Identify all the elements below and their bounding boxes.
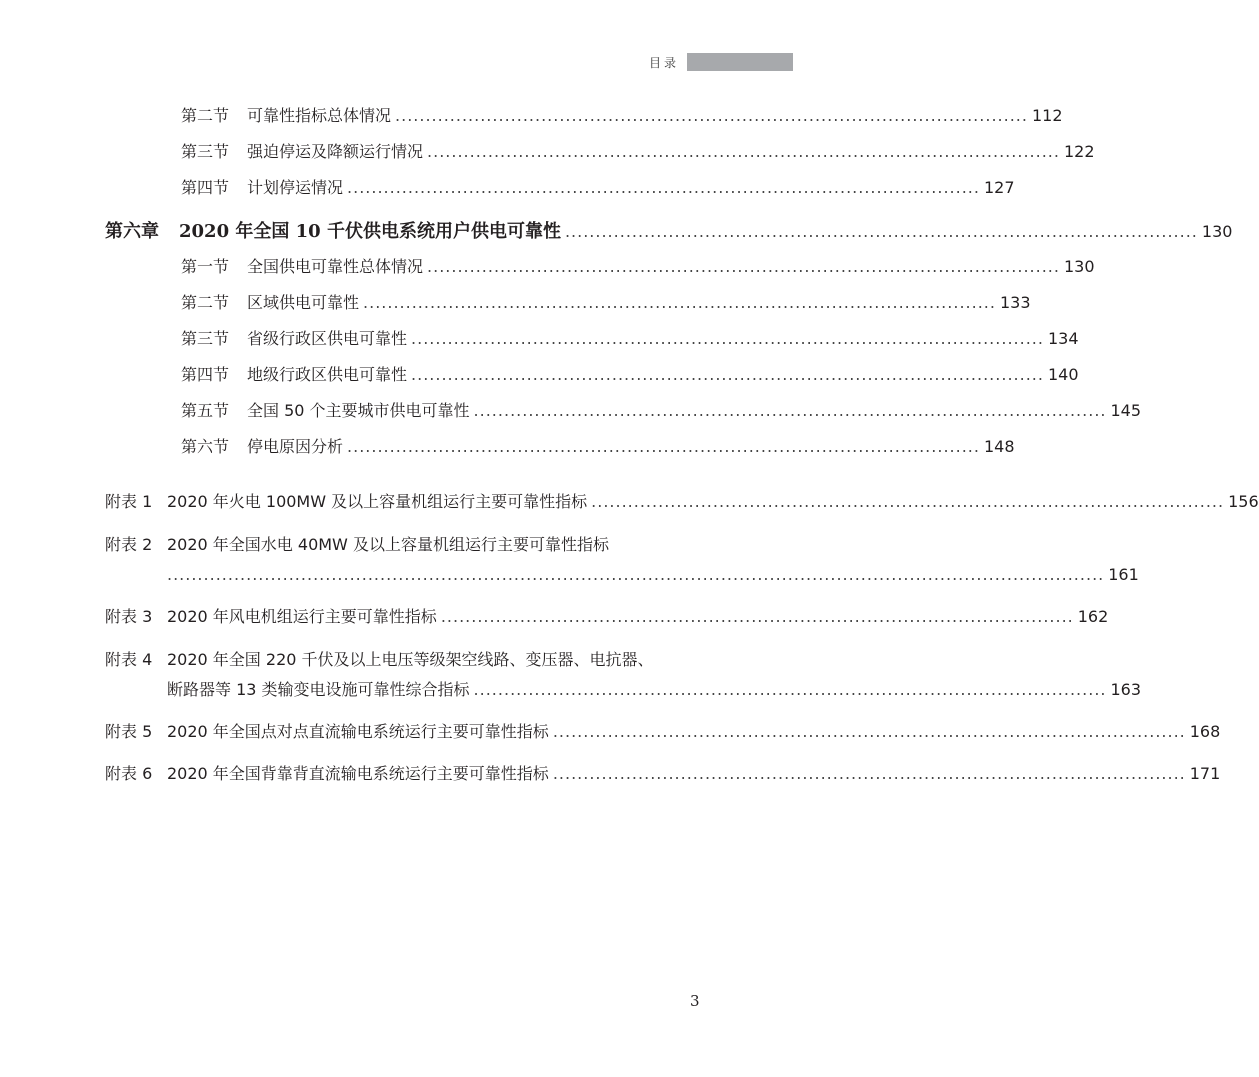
toc-entry-number: 第四节 bbox=[181, 178, 230, 197]
leader-dots: ........................................................................................................ bbox=[552, 722, 1186, 741]
toc-entry-section[interactable] bbox=[181, 178, 1015, 198]
toc-entry-appendix[interactable] bbox=[105, 650, 654, 670]
toc-entry-number: 第六章 bbox=[105, 221, 159, 242]
toc-entry-section[interactable] bbox=[181, 257, 1095, 277]
toc-entry-title: 省级行政区供电可靠性 bbox=[247, 329, 408, 348]
leader-dots: .......................................................................................................................................................... bbox=[167, 565, 1105, 584]
toc-entry-title: 强迫停运及降额运行情况 bbox=[247, 142, 424, 161]
toc-entry-page: 130 bbox=[1063, 257, 1095, 276]
toc-entry-number: 第四节 bbox=[181, 365, 230, 384]
toc-entry-number: 附表 5 bbox=[105, 722, 153, 741]
toc-entry-title: 全国供电可靠性总体情况 bbox=[247, 257, 424, 276]
toc-entry-number: 第二节 bbox=[181, 106, 230, 125]
leader-dots: ........................................................................................................ bbox=[591, 492, 1225, 511]
toc-entry-title: 2020 年全国点对点直流输电系统运行主要可靠性指标 bbox=[167, 722, 549, 741]
leader-dots: ........................................................................................................ bbox=[427, 142, 1060, 161]
toc-entry-title: 停电原因分析 bbox=[247, 437, 344, 456]
toc-entry-chapter[interactable] bbox=[105, 221, 1233, 242]
toc-entry-section[interactable] bbox=[181, 329, 1079, 349]
toc-entry-page: 168 bbox=[1189, 722, 1221, 741]
toc-entry-title: 2020 年全国 10 千伏供电系统用户供电可靠性 bbox=[179, 221, 561, 242]
toc-entry-title: 可靠性指标总体情况 bbox=[247, 106, 392, 125]
toc-entry-title: 2020 年全国水电 40MW 及以上容量机组运行主要可靠性指标 bbox=[167, 535, 609, 554]
toc-entry-title: 2020 年风电机组运行主要可靠性指标 bbox=[167, 607, 437, 626]
toc-entry-number: 附表 1 bbox=[105, 492, 153, 511]
toc-entry-page: 112 bbox=[1031, 106, 1063, 125]
toc-entry-section[interactable] bbox=[181, 142, 1095, 162]
toc-entry-appendix[interactable] bbox=[105, 607, 1109, 627]
toc-entry-page: 122 bbox=[1063, 142, 1095, 161]
toc-entry-page: 162 bbox=[1077, 607, 1109, 626]
toc-entry-title: 全国 50 个主要城市供电可靠性 bbox=[247, 401, 470, 420]
toc-entry-title: 计划停运情况 bbox=[247, 178, 344, 197]
toc-entry-number: 第二节 bbox=[181, 293, 230, 312]
toc-entry-title: 断路器等 13 类输变电设施可靠性综合指标 bbox=[167, 680, 470, 699]
toc-entry-page: 145 bbox=[1110, 401, 1142, 420]
leader-dots: ........................................................................................................ bbox=[347, 437, 980, 456]
toc-entry-number: 附表 4 bbox=[105, 650, 153, 669]
leader-dots: ........................................................................................................ bbox=[552, 764, 1186, 783]
toc-entry-page: 133 bbox=[999, 293, 1031, 312]
toc-entry-page: 140 bbox=[1047, 365, 1079, 384]
toc-entry-appendix[interactable] bbox=[105, 764, 1221, 784]
toc-entry-number: 第一节 bbox=[181, 257, 230, 276]
leader-dots: ........................................................................................................ bbox=[473, 401, 1107, 420]
toc-entry-title: 2020 年火电 100MW 及以上容量机组运行主要可靠性指标 bbox=[167, 492, 588, 511]
leader-dots: ........................................................................................................ bbox=[427, 257, 1060, 276]
toc-entry-appendix[interactable] bbox=[105, 492, 1259, 512]
toc-entry-appendix[interactable] bbox=[105, 535, 609, 555]
page-number: 3 bbox=[690, 992, 700, 1010]
leader-dots: ........................................................................................................ bbox=[473, 680, 1107, 699]
toc-entry-page: 156 bbox=[1228, 492, 1259, 511]
toc-entry-title: 2020 年全国 220 千伏及以上电压等级架空线路、变压器、电抗器、 bbox=[167, 650, 654, 669]
toc-entry-number: 第三节 bbox=[181, 142, 230, 161]
toc-entry-page: 161 bbox=[1108, 565, 1139, 584]
leader-dots: ........................................................................................................ bbox=[411, 329, 1044, 348]
toc-entry-number: 第六节 bbox=[181, 437, 230, 456]
leader-dots: ........................................................................................................ bbox=[347, 178, 980, 197]
toc-entry-title: 地级行政区供电可靠性 bbox=[247, 365, 408, 384]
leader-dots: ........................................................................................................ bbox=[363, 293, 996, 312]
running-header bbox=[649, 52, 793, 72]
toc-entry-number: 第五节 bbox=[181, 401, 230, 420]
header-bar bbox=[687, 53, 793, 71]
toc-entry-page: 171 bbox=[1189, 764, 1221, 783]
toc-entry-page: 130 bbox=[1201, 222, 1233, 241]
leader-dots: ........................................................................................................ bbox=[411, 365, 1044, 384]
toc-entry-title: 2020 年全国背靠背直流输电系统运行主要可靠性指标 bbox=[167, 764, 549, 783]
leader-dots: ........................................................................................................ bbox=[395, 106, 1028, 125]
toc-entry-continuation[interactable] bbox=[167, 680, 1142, 700]
toc-entry-number: 附表 3 bbox=[105, 607, 153, 626]
toc-entry-section[interactable] bbox=[181, 106, 1063, 126]
toc-entry-section[interactable] bbox=[181, 437, 1015, 457]
toc-entry-number: 第三节 bbox=[181, 329, 230, 348]
toc-entry-section[interactable] bbox=[181, 365, 1079, 385]
toc-entry-continuation[interactable] bbox=[167, 565, 1139, 585]
toc-entry-title: 区域供电可靠性 bbox=[247, 293, 360, 312]
toc-entry-appendix[interactable] bbox=[105, 722, 1221, 742]
toc-entry-section[interactable] bbox=[181, 401, 1142, 421]
leader-dots: ........................................................................................................ bbox=[440, 607, 1074, 626]
header-label: 目录 bbox=[648, 55, 679, 70]
leader-dots: ........................................................................................................ bbox=[564, 222, 1198, 241]
toc-entry-page: 127 bbox=[983, 178, 1015, 197]
toc-entry-number: 附表 2 bbox=[105, 535, 153, 554]
toc-entry-section[interactable] bbox=[181, 293, 1031, 313]
toc-entry-page: 163 bbox=[1110, 680, 1142, 699]
toc-entry-page: 134 bbox=[1047, 329, 1079, 348]
toc-entry-number: 附表 6 bbox=[105, 764, 153, 783]
toc-entry-page: 148 bbox=[983, 437, 1015, 456]
